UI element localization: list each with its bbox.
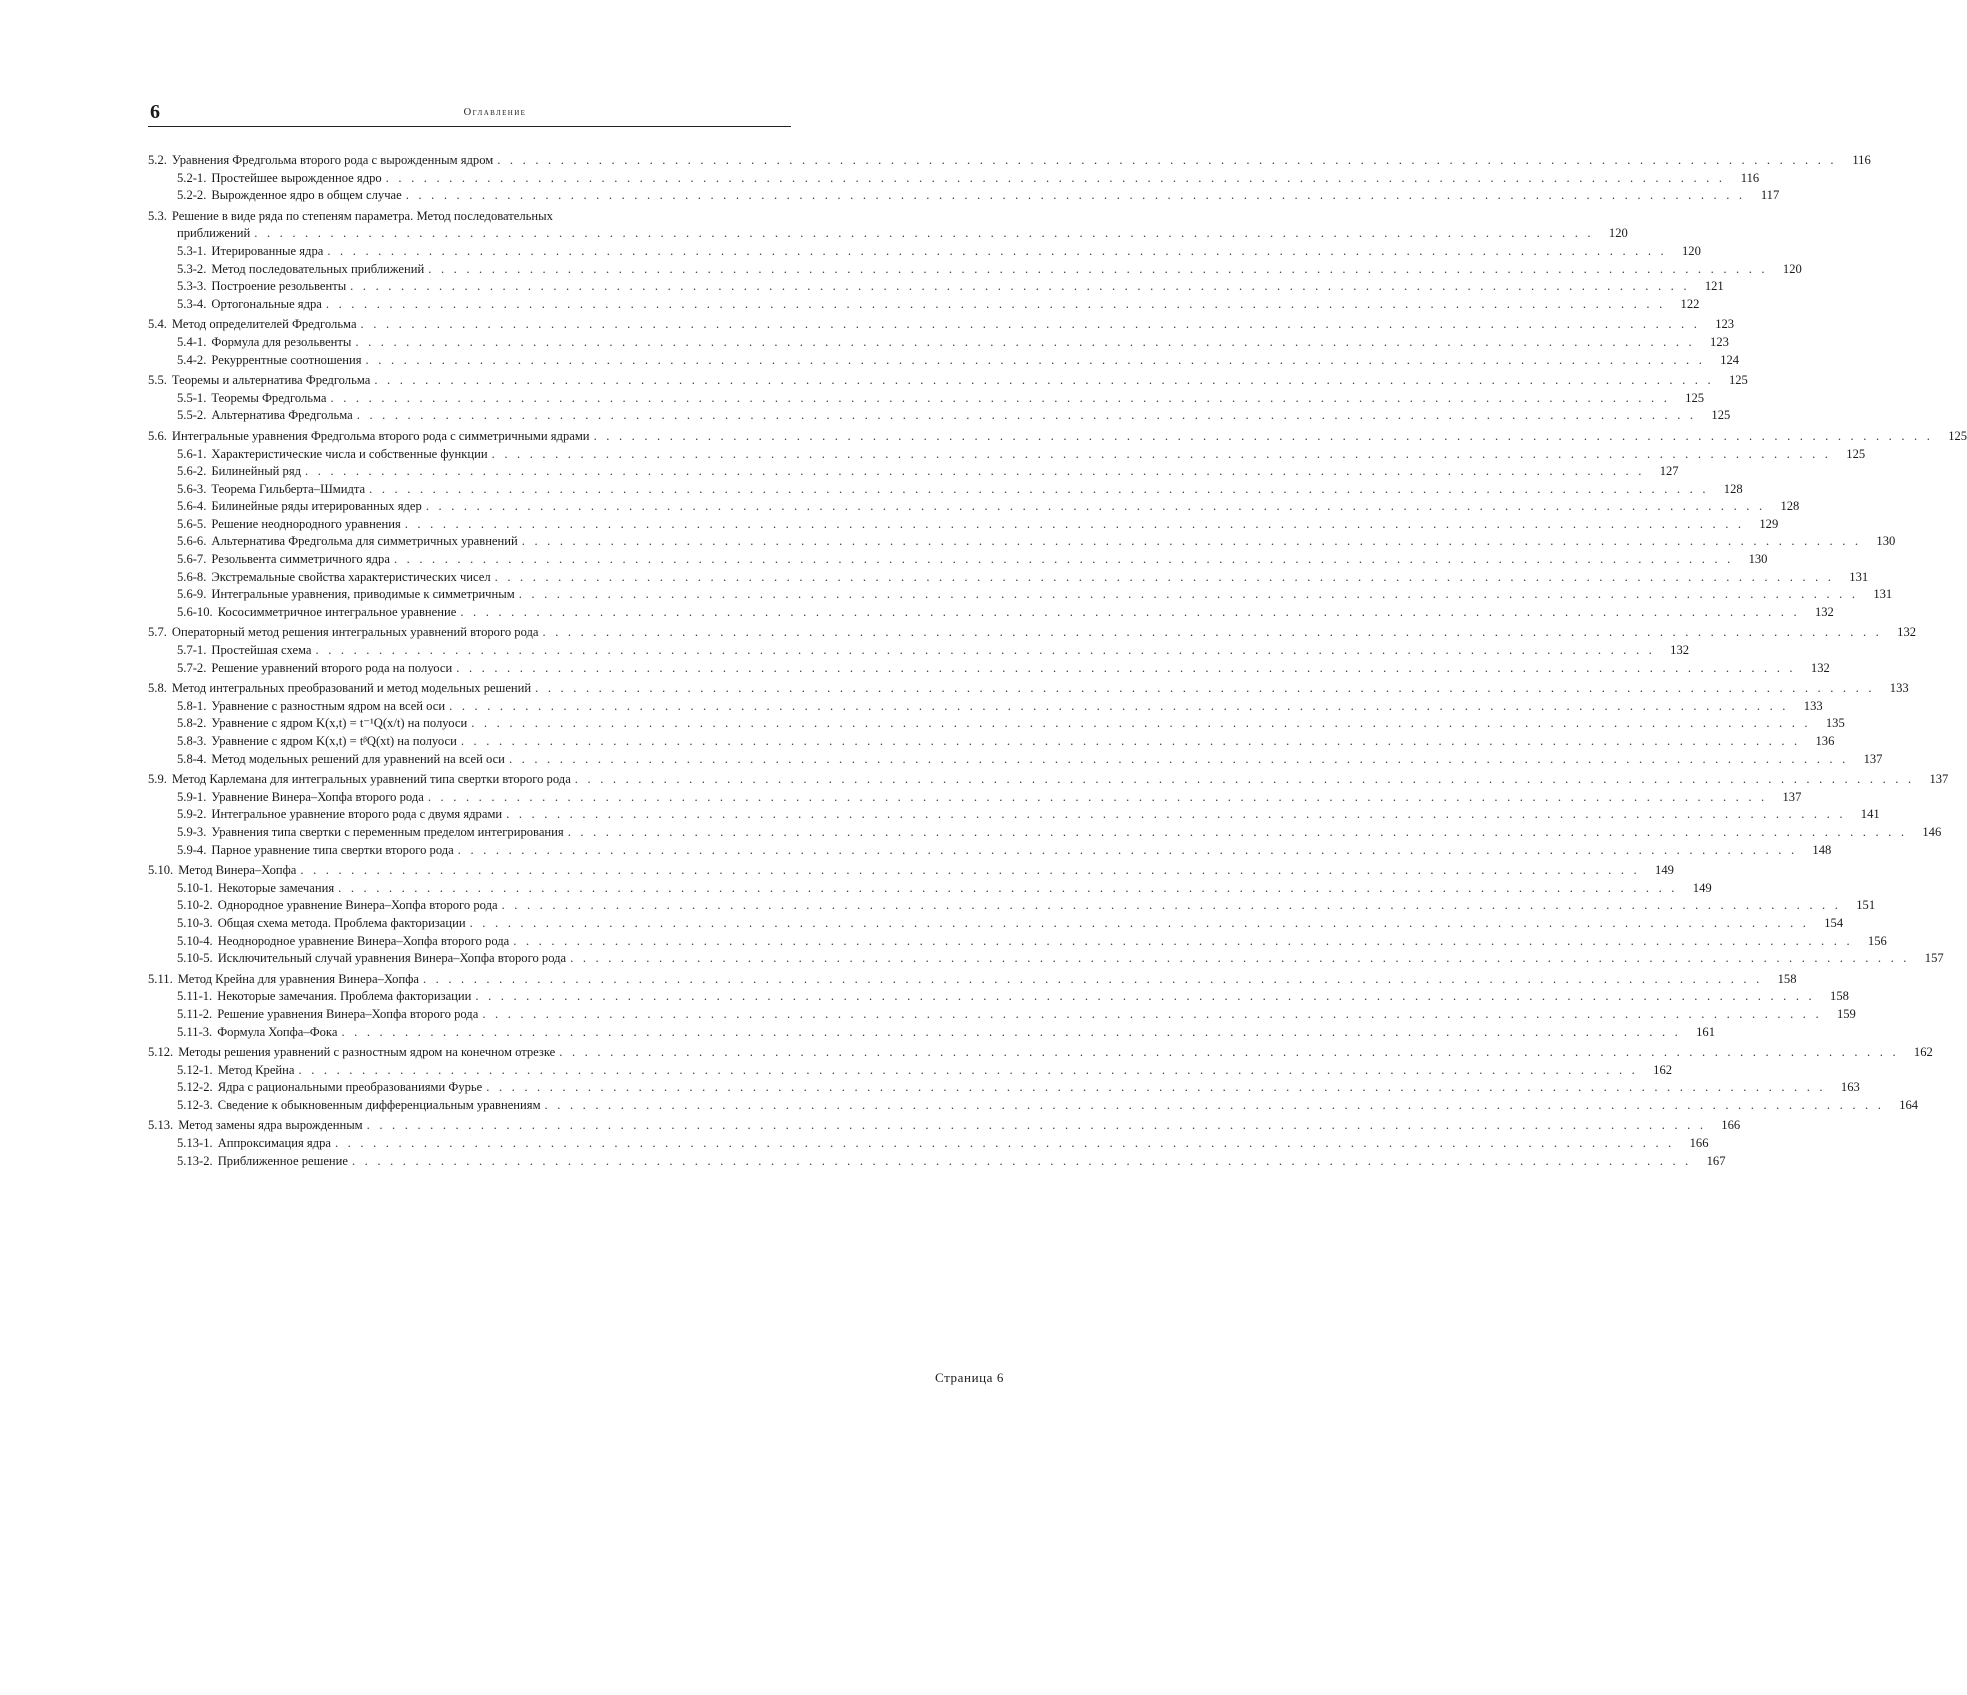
- toc-number: 5.11-3.: [177, 1024, 212, 1042]
- toc-page: 125: [1674, 390, 1704, 408]
- toc-leader-dots: [335, 1135, 1675, 1153]
- toc-leader-dots: [519, 586, 1859, 604]
- toc-section: [148, 680, 791, 768]
- toc-leader-dots: [449, 698, 1789, 716]
- toc-section-row: [148, 428, 791, 446]
- toc-section: [148, 624, 791, 677]
- toc-section: [148, 971, 791, 1041]
- toc-number: 5.10-4.: [177, 933, 213, 951]
- toc-subsection-row: [148, 261, 791, 279]
- table-of-contents: [148, 152, 791, 1170]
- toc-title: Общая схема метода. Проблема факторизации: [218, 915, 466, 933]
- toc-section-row: [148, 624, 791, 642]
- toc-section: [148, 316, 791, 369]
- toc-title: Резольвента симметричного ядра: [211, 551, 390, 569]
- toc-leader-dots: [326, 296, 1666, 314]
- toc-page: 123: [1699, 334, 1729, 352]
- toc-subsection-row: [148, 352, 791, 370]
- toc-number: 5.4.: [148, 316, 167, 334]
- toc-number: 5.3-3.: [177, 278, 206, 296]
- toc-number: 5.12-3.: [177, 1097, 213, 1115]
- toc-number: 5.5-1.: [177, 390, 206, 408]
- toc-page: 132: [1659, 642, 1689, 660]
- toc-leader-dots: [305, 463, 1645, 481]
- toc-title: Альтернатива Фредгольма: [211, 407, 352, 425]
- toc-page: 157: [1914, 950, 1944, 968]
- toc-page: 132: [1886, 624, 1916, 642]
- toc-section: [148, 152, 791, 205]
- toc-leader-dots: [355, 334, 1695, 352]
- toc-title: Однородное уравнение Винера–Хопфа второго рода: [218, 897, 498, 915]
- toc-leader-dots: [350, 278, 1690, 296]
- toc-leader-dots: [428, 261, 1768, 279]
- toc-title: Теорема Гильберта–Шмидта: [211, 481, 365, 499]
- toc-subsection-row: [148, 334, 791, 352]
- toc-number: 5.11.: [148, 971, 173, 989]
- toc-subsection-row: [148, 463, 791, 481]
- toc-title: Решение неоднородного уравнения: [211, 516, 400, 534]
- toc-section-row: [148, 771, 791, 789]
- toc-leader-dots: [299, 1062, 1639, 1080]
- toc-number: 5.6-4.: [177, 498, 206, 516]
- toc-number: 5.9-1.: [177, 789, 206, 807]
- toc-page: 166: [1710, 1117, 1740, 1135]
- toc-number: 5.13-1.: [177, 1135, 213, 1153]
- toc-page: 158: [1766, 971, 1796, 989]
- toc-page: 133: [1879, 680, 1909, 698]
- toc-number: 5.6-10.: [177, 604, 213, 622]
- toc-page: 132: [1800, 660, 1830, 678]
- toc-leader-dots: [423, 971, 1763, 989]
- toc-leader-dots: [406, 187, 1746, 205]
- toc-title: Теоремы и альтернатива Фредгольма: [172, 372, 370, 390]
- toc-subsection-row: [148, 1062, 791, 1080]
- toc-section-row: [148, 971, 791, 989]
- toc-leader-dots: [331, 390, 1671, 408]
- toc-number: 5.6-6.: [177, 533, 206, 551]
- toc-leader-dots: [470, 915, 1810, 933]
- toc-section-row: [148, 1044, 791, 1062]
- toc-number: 5.7-1.: [177, 642, 206, 660]
- toc-number: 5.8.: [148, 680, 167, 698]
- toc-title: Уравнение с разностным ядром на всей оси: [211, 698, 445, 716]
- toc-title: Неоднородное уравнение Винера–Хопфа второго рода: [218, 933, 510, 951]
- toc-page: 151: [1845, 897, 1875, 915]
- toc-title: Интегральные уравнения, приводимые к симметричным: [211, 586, 514, 604]
- toc-leader-dots: [428, 789, 1768, 807]
- toc-number: 5.6-3.: [177, 481, 206, 499]
- toc-title: Вырожденное ядро в общем случае: [211, 187, 401, 205]
- toc-section: [148, 1117, 791, 1170]
- toc-title: Рекуррентные соотношения: [211, 352, 361, 370]
- toc-subsection-row: [148, 842, 791, 860]
- toc-number: 5.13-2.: [177, 1153, 213, 1171]
- toc-title: Ядра с рациональными преобразованиями Фурье: [218, 1079, 483, 1097]
- toc-title: Интегральные уравнения Фредгольма второго рода с симметричными ядрами: [172, 428, 590, 446]
- toc-page: 130: [1737, 551, 1767, 569]
- toc-subsection-row: [148, 1006, 791, 1024]
- toc-leader-dots: [394, 551, 1734, 569]
- toc-number: 5.10-2.: [177, 897, 213, 915]
- toc-leader-dots: [366, 352, 1706, 370]
- toc-leader-dots: [570, 950, 1910, 968]
- toc-page: 162: [1642, 1062, 1672, 1080]
- toc-title: Решение уравнений второго рода на полуоси: [211, 660, 452, 678]
- toc-page: 131: [1838, 569, 1868, 587]
- toc-page: 146: [1911, 824, 1941, 842]
- toc-page: 125: [1718, 372, 1748, 390]
- toc-title: Метод Карлемана для интегральных уравнений типа свертки второго рода: [172, 771, 571, 789]
- toc-page: 136: [1804, 733, 1834, 751]
- toc-page: 124: [1709, 352, 1739, 370]
- toc-title: Решение уравнения Винера–Хопфа второго рода: [217, 1006, 478, 1024]
- toc-leader-dots: [461, 733, 1801, 751]
- toc-subsection-row: [148, 533, 791, 551]
- toc-page: 154: [1813, 915, 1843, 933]
- toc-subsection-row: [148, 187, 791, 205]
- toc-page: 120: [1772, 261, 1802, 279]
- toc-subsection-row: [148, 1153, 791, 1171]
- toc-number: 5.6-8.: [177, 569, 206, 587]
- toc-title: Некоторые замечания: [218, 880, 334, 898]
- toc-page: 129: [1748, 516, 1778, 534]
- toc-leader-dots: [458, 842, 1798, 860]
- toc-subsection-row: [148, 390, 791, 408]
- toc-subsection-row: [148, 733, 791, 751]
- toc-title: Формула для резольвенты: [211, 334, 351, 352]
- toc-number: 5.2-2.: [177, 187, 206, 205]
- toc-number: 5.8-4.: [177, 751, 206, 769]
- toc-leader-dots: [535, 680, 1875, 698]
- toc-section: [148, 428, 791, 622]
- toc-leader-dots: [374, 372, 1714, 390]
- toc-number: 5.8-2.: [177, 715, 206, 733]
- toc-leader-dots: [471, 715, 1811, 733]
- toc-number: 5.13.: [148, 1117, 173, 1135]
- toc-title: Сведение к обыкновенным дифференциальным уравнениям: [218, 1097, 541, 1115]
- toc-number: 5.8-3.: [177, 733, 206, 751]
- toc-leader-dots: [327, 243, 1667, 261]
- toc-leader-dots: [492, 446, 1832, 464]
- toc-page: 161: [1685, 1024, 1715, 1042]
- toc-page: 163: [1830, 1079, 1860, 1097]
- toc-number: 5.9.: [148, 771, 167, 789]
- toc-subsection-row: [148, 170, 791, 188]
- toc-subsection-row: [148, 243, 791, 261]
- toc-section: [148, 372, 791, 425]
- toc-page: 116: [1729, 170, 1759, 188]
- toc-title: Теоремы Фредгольма: [211, 390, 326, 408]
- toc-title: Кососимметричное интегральное уравнение: [218, 604, 457, 622]
- toc-number: 5.10.: [148, 862, 173, 880]
- toc-title: Метод замены ядра вырожденным: [178, 1117, 362, 1135]
- toc-leader-dots: [405, 516, 1745, 534]
- toc-title: Уравнение Винера–Хопфа второго рода: [211, 789, 423, 807]
- toc-page: 127: [1649, 463, 1679, 481]
- page-label: Страница 6: [935, 1370, 1004, 1386]
- toc-number: 5.3-2.: [177, 261, 206, 279]
- toc-subsection-row: [148, 915, 791, 933]
- toc-subsection-row: [148, 498, 791, 516]
- toc-page: 128: [1713, 481, 1743, 499]
- toc-title: Исключительный случай уравнения Винера–Хопфа второго рода: [218, 950, 566, 968]
- toc-number: 5.5.: [148, 372, 167, 390]
- toc-subsection-row: [148, 789, 791, 807]
- toc-page: 162: [1903, 1044, 1933, 1062]
- toc-subsection-row: [148, 1097, 791, 1115]
- toc-section-row: [148, 316, 791, 334]
- toc-number: 5.4-2.: [177, 352, 206, 370]
- toc-leader-dots: [482, 1006, 1822, 1024]
- toc-page: 137: [1852, 751, 1882, 769]
- toc-number: 5.2.: [148, 152, 167, 170]
- toc-title: Решение в виде ряда по степеням параметра. Метод последовательных: [172, 208, 791, 226]
- toc-page: 125: [1835, 446, 1865, 464]
- toc-leader-dots: [506, 806, 1846, 824]
- toc-number: 5.4-1.: [177, 334, 206, 352]
- toc-leader-dots: [502, 897, 1842, 915]
- toc-number: 5.3.: [148, 208, 167, 226]
- toc-subsection-row: [148, 660, 791, 678]
- toc-page: 149: [1644, 862, 1674, 880]
- toc-subsection-row: [148, 933, 791, 951]
- toc-number: 5.10-5.: [177, 950, 213, 968]
- toc-leader-dots: [522, 533, 1862, 551]
- toc-title: Метод интегральных преобразований и метод модельных решений: [172, 680, 531, 698]
- toc-page: 120: [1598, 225, 1628, 243]
- toc-number: 5.6.: [148, 428, 167, 446]
- header-rule: [148, 126, 791, 127]
- toc-subsection-row: [148, 516, 791, 534]
- toc-section-row: [148, 372, 791, 390]
- toc-leader-dots: [352, 1153, 1692, 1171]
- toc-title: Операторный метод решения интегральных уравнений второго рода: [172, 624, 539, 642]
- toc-number: 5.3-1.: [177, 243, 206, 261]
- toc-title: Простейшая схема: [211, 642, 311, 660]
- toc-subsection-row: [148, 569, 791, 587]
- toc-page: 125: [1937, 428, 1967, 446]
- toc-leader-dots: [513, 933, 1853, 951]
- toc-page: 164: [1888, 1097, 1918, 1115]
- toc-page: 130: [1865, 533, 1895, 551]
- toc-subsection-row: [148, 1079, 791, 1097]
- toc-section-row: [148, 225, 791, 243]
- toc-subsection-row: [148, 296, 791, 314]
- toc-leader-dots: [568, 824, 1908, 842]
- toc-leader-dots: [369, 481, 1709, 499]
- toc-subsection-row: [148, 880, 791, 898]
- toc-title: Ортогональные ядра: [211, 296, 322, 314]
- toc-number: 5.10-1.: [177, 880, 213, 898]
- toc-number: 5.11-2.: [177, 1006, 212, 1024]
- toc-page: 131: [1862, 586, 1892, 604]
- toc-subsection-row: [148, 806, 791, 824]
- toc-leader-dots: [559, 1044, 1899, 1062]
- toc-number: 5.9-2.: [177, 806, 206, 824]
- toc-leader-dots: [594, 428, 1934, 446]
- toc-leader-dots: [509, 751, 1849, 769]
- toc-page: 158: [1819, 988, 1849, 1006]
- toc-subsection-row: [148, 604, 791, 622]
- toc-number: 5.6-2.: [177, 463, 206, 481]
- toc-number: 5.3-4.: [177, 296, 206, 314]
- toc-leader-dots: [341, 1024, 1681, 1042]
- toc-page: 117: [1749, 187, 1779, 205]
- toc-title: Билинейный ряд: [211, 463, 301, 481]
- toc-section-row: [148, 152, 791, 170]
- toc-page: 149: [1682, 880, 1712, 898]
- toc-subsection-row: [148, 715, 791, 733]
- toc-number: 5.12-2.: [177, 1079, 213, 1097]
- toc-page: 122: [1669, 296, 1699, 314]
- toc-leader-dots: [367, 1117, 1707, 1135]
- toc-subsection-row: [148, 698, 791, 716]
- toc-number: 5.9-3.: [177, 824, 206, 842]
- running-title: Оглавление: [400, 106, 590, 120]
- toc-page: 137: [1771, 789, 1801, 807]
- toc-title: приближений: [177, 225, 250, 243]
- toc-number: 5.6-1.: [177, 446, 206, 464]
- toc-subsection-row: [148, 407, 791, 425]
- toc-title: Уравнения Фредгольма второго рода с вырожденным ядром: [172, 152, 493, 170]
- toc-subsection-row: [148, 950, 791, 968]
- toc-subsection-row: [148, 1024, 791, 1042]
- toc-leader-dots: [338, 880, 1678, 898]
- toc-section-row: [148, 1117, 791, 1135]
- toc-title: Метод Винера–Хопфа: [178, 862, 296, 880]
- toc-page: 128: [1769, 498, 1799, 516]
- toc-title: Построение резольвенты: [211, 278, 346, 296]
- toc-title: Альтернатива Фредгольма для симметричных уравнений: [211, 533, 517, 551]
- page-number: 6: [150, 100, 160, 124]
- toc-number: 5.6-7.: [177, 551, 206, 569]
- toc-title: Экстремальные свойства характеристических чисел: [211, 569, 490, 587]
- toc-subsection-row: [148, 988, 791, 1006]
- toc-page: 135: [1815, 715, 1845, 733]
- toc-page: 167: [1696, 1153, 1726, 1171]
- toc-subsection-row: [148, 551, 791, 569]
- toc-title: Уравнение с ядром K(x,t) = tᵝQ(xt) на полуоси: [211, 733, 456, 751]
- toc-number: 5.7-2.: [177, 660, 206, 678]
- toc-number: 5.6-9.: [177, 586, 206, 604]
- toc-leader-dots: [495, 569, 1835, 587]
- toc-page: 148: [1801, 842, 1831, 860]
- toc-leader-dots: [361, 316, 1701, 334]
- toc-number: 5.8-1.: [177, 698, 206, 716]
- toc-title: Уравнение с ядром K(x,t) = t⁻¹Q(x/t) на полуоси: [211, 715, 467, 733]
- toc-number: 5.12.: [148, 1044, 173, 1062]
- toc-number: 5.11-1.: [177, 988, 212, 1006]
- toc-section-row: [148, 680, 791, 698]
- toc-title: Формула Хопфа–Фока: [217, 1024, 337, 1042]
- toc-page: 121: [1694, 278, 1724, 296]
- toc-leader-dots: [486, 1079, 1826, 1097]
- toc-subsection-row: [148, 824, 791, 842]
- toc-subsection-row: [148, 278, 791, 296]
- toc-title: Аппроксимация ядра: [218, 1135, 331, 1153]
- toc-title: Интегральное уравнение второго рода с двумя ядрами: [211, 806, 502, 824]
- toc-subsection-row: [148, 586, 791, 604]
- toc-page: 166: [1679, 1135, 1709, 1153]
- toc-page: 132: [1804, 604, 1834, 622]
- toc-title: Характеристические числа и собственные функции: [211, 446, 487, 464]
- toc-number: 5.10-3.: [177, 915, 213, 933]
- toc-title: Билинейные ряды итерированных ядер: [211, 498, 421, 516]
- toc-section-row: [148, 208, 791, 226]
- toc-section: [148, 862, 791, 968]
- toc-page: 116: [1841, 152, 1871, 170]
- toc-page: 159: [1826, 1006, 1856, 1024]
- toc-page: 156: [1857, 933, 1887, 951]
- toc-number: 5.12-1.: [177, 1062, 213, 1080]
- toc-leader-dots: [386, 170, 1726, 188]
- toc-leader-dots: [357, 407, 1697, 425]
- toc-page: 120: [1671, 243, 1701, 261]
- toc-leader-dots: [497, 152, 1837, 170]
- toc-leader-dots: [545, 1097, 1885, 1115]
- toc-title: Итерированные ядра: [211, 243, 323, 261]
- toc-leader-dots: [460, 604, 1800, 622]
- toc-page: 133: [1793, 698, 1823, 716]
- toc-title: Метод определителей Фредгольма: [172, 316, 357, 334]
- toc-page: 125: [1700, 407, 1730, 425]
- toc-leader-dots: [456, 660, 1796, 678]
- toc-leader-dots: [300, 862, 1640, 880]
- toc-leader-dots: [475, 988, 1815, 1006]
- toc-leader-dots: [575, 771, 1915, 789]
- toc-subsection-row: [148, 642, 791, 660]
- toc-leader-dots: [316, 642, 1656, 660]
- toc-page: 141: [1850, 806, 1880, 824]
- toc-subsection-row: [148, 897, 791, 915]
- toc-number: 5.6-5.: [177, 516, 206, 534]
- toc-subsection-row: [148, 751, 791, 769]
- toc-title: Метод последовательных приближений: [211, 261, 424, 279]
- toc-title: Простейшее вырожденное ядро: [211, 170, 381, 188]
- toc-number: 5.5-2.: [177, 407, 206, 425]
- toc-leader-dots: [543, 624, 1883, 642]
- toc-title: Метод Крейна для уравнения Винера–Хопфа: [178, 971, 419, 989]
- toc-title: Метод модельных решений для уравнений на всей оси: [211, 751, 505, 769]
- toc-title: Приближенное решение: [218, 1153, 348, 1171]
- toc-title: Парное уравнение типа свертки второго рода: [211, 842, 453, 860]
- toc-number: 5.2-1.: [177, 170, 206, 188]
- toc-number: 5.7.: [148, 624, 167, 642]
- toc-section: [148, 1044, 791, 1114]
- toc-page: 123: [1704, 316, 1734, 334]
- toc-number: 5.9-4.: [177, 842, 206, 860]
- toc-section: [148, 208, 791, 314]
- toc-page: 137: [1918, 771, 1948, 789]
- toc-section: [148, 771, 791, 859]
- toc-title: Уравнения типа свертки с переменным пределом интегрирования: [211, 824, 563, 842]
- toc-title: Метод Крейна: [218, 1062, 295, 1080]
- toc-subsection-row: [148, 446, 791, 464]
- toc-title: Методы решения уравнений с разностным ядром на конечном отрезке: [178, 1044, 555, 1062]
- toc-subsection-row: [148, 481, 791, 499]
- toc-subsection-row: [148, 1135, 791, 1153]
- toc-leader-dots: [254, 225, 1594, 243]
- toc-leader-dots: [426, 498, 1766, 516]
- toc-section-row: [148, 862, 791, 880]
- toc-title: Некоторые замечания. Проблема факторизации: [217, 988, 471, 1006]
